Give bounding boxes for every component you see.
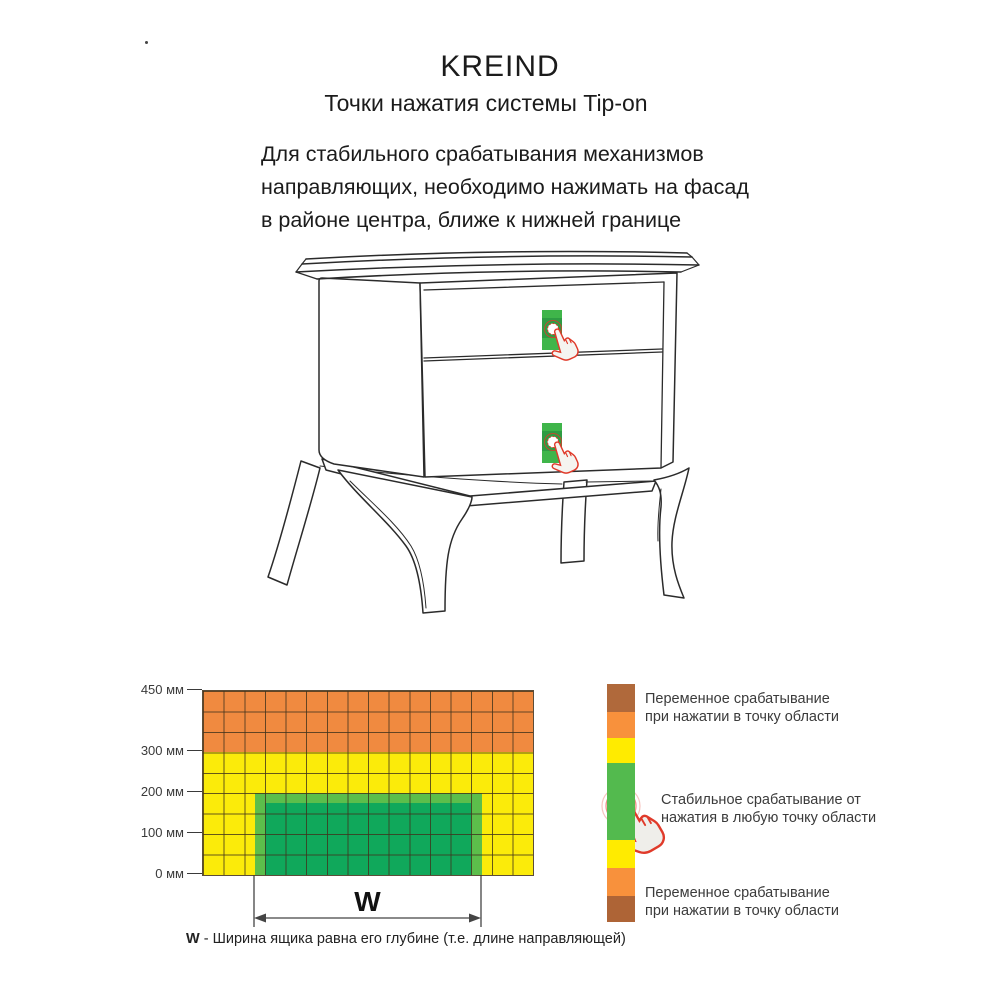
legend-text-line: при нажатии в точку области xyxy=(645,709,839,725)
legend-text-line: нажатия в любую точку области xyxy=(661,810,877,826)
legend-seg-brown-bottom xyxy=(607,896,635,922)
tick-100mm: 100 мм xyxy=(140,825,184,840)
legend-text-line: Переменное срабатывание xyxy=(645,885,830,901)
intro-line-1: Для стабильного срабатывания механизмов xyxy=(261,142,704,166)
tick-dash xyxy=(187,689,202,690)
tick-450mm: 450 мм xyxy=(140,682,184,697)
legend-text-line: Стабильное срабатывание от xyxy=(661,792,861,808)
tick-dash xyxy=(187,750,202,751)
legend-color-bar xyxy=(607,684,635,922)
legend-seg-yellow-bottom xyxy=(607,840,635,868)
legend-item-stable xyxy=(661,791,876,827)
legend-text-line: при нажатии в точку области xyxy=(645,903,839,919)
legend-seg-orange-top xyxy=(607,712,635,738)
press-zone-chart xyxy=(202,690,534,876)
legend-seg-yellow-top xyxy=(607,738,635,763)
legend-seg-brown-top xyxy=(607,684,635,712)
cabinet-side-panel xyxy=(319,278,424,477)
legend-item-variable-top xyxy=(645,690,839,726)
page-subtitle: Точки нажатия системы Tip-on xyxy=(324,90,648,116)
tick-dash xyxy=(187,873,202,874)
tick-0mm: 0 мм xyxy=(155,866,184,881)
width-dimension-label: W xyxy=(354,886,381,917)
cabinet-drawing xyxy=(268,251,699,613)
tick-dash xyxy=(187,791,202,792)
legend-seg-orange-bottom xyxy=(607,868,635,896)
brand-title: KREIND xyxy=(440,50,560,83)
intro-line-3: в районе центра, ближе к нижней границе xyxy=(261,208,682,232)
footnote-term: W xyxy=(186,931,200,947)
legend-item-variable-bottom xyxy=(645,884,839,920)
tick-200mm: 200 мм xyxy=(140,784,184,799)
legend-seg-green xyxy=(607,763,635,840)
footnote xyxy=(186,931,706,947)
grid-lines xyxy=(203,691,533,875)
tick-dash xyxy=(187,832,202,833)
intro-line-2: направляющих, необходимо нажимать на фасад xyxy=(261,175,749,199)
tick-300mm: 300 мм xyxy=(140,743,184,758)
footnote-definition: - Ширина ящика равна его глубине (т.е. длине направляющей) xyxy=(199,931,626,947)
legend-text-line: Переменное срабатывание xyxy=(645,691,830,707)
